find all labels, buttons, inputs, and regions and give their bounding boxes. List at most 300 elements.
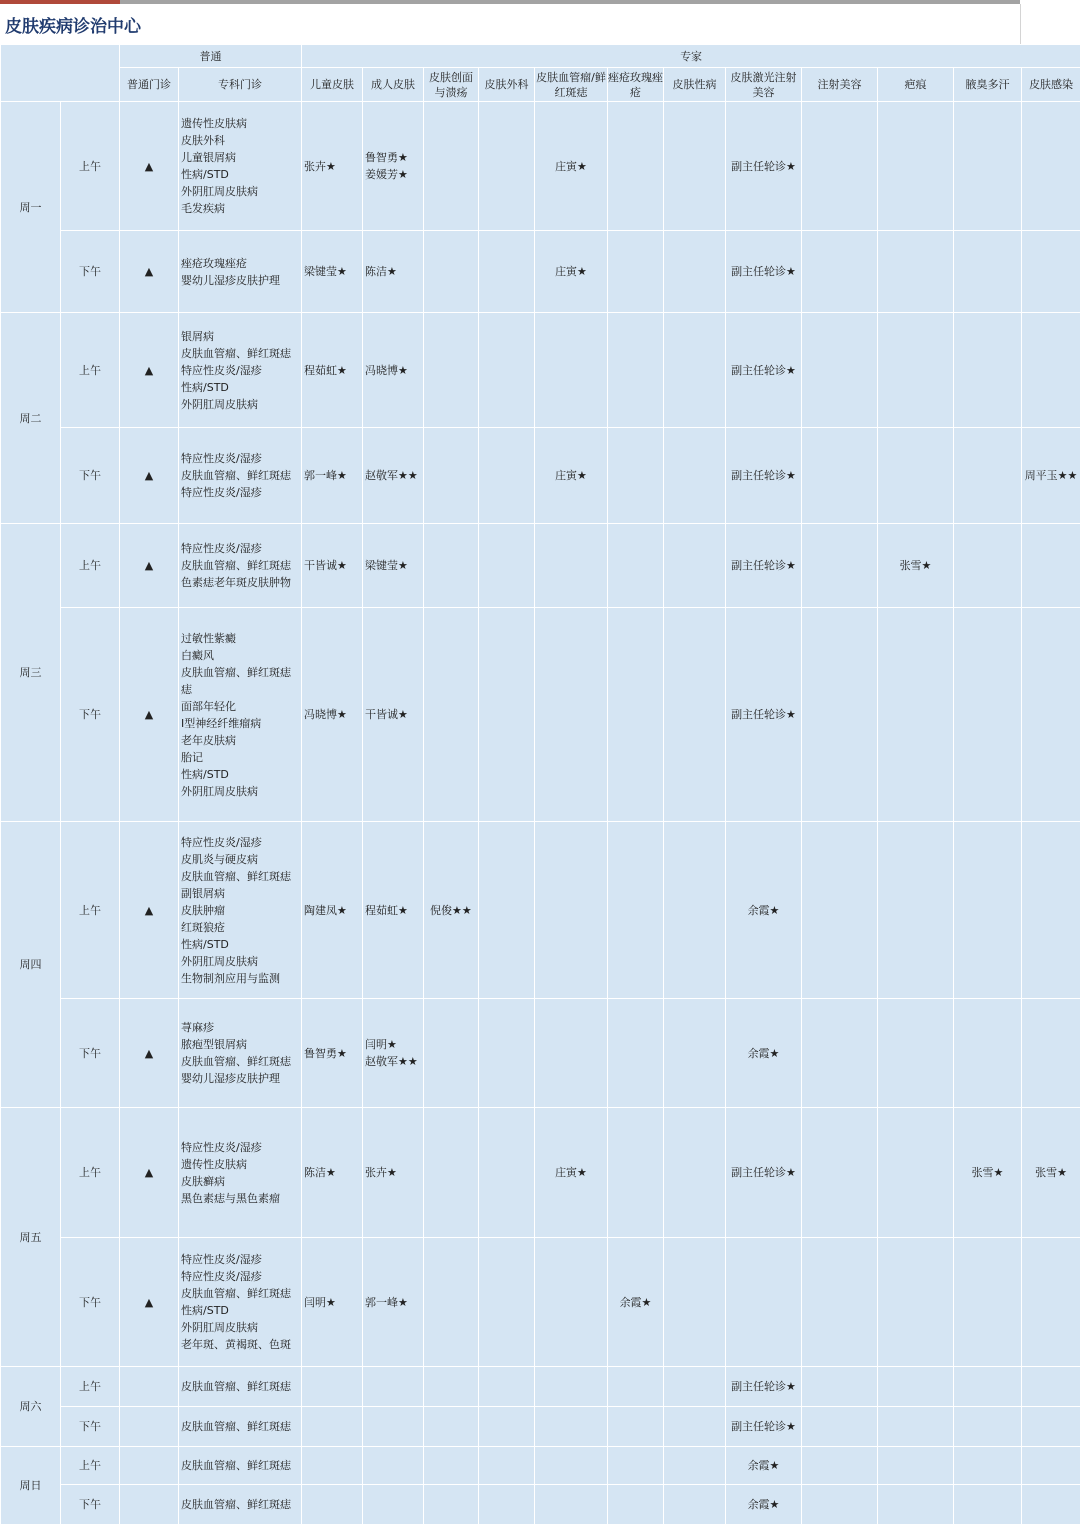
doctor-cell bbox=[1022, 1485, 1080, 1525]
doctor-cell: 余霞★ bbox=[726, 1447, 802, 1485]
doctor-cell bbox=[878, 1447, 954, 1485]
specialty-item: 特应性皮炎/湿疹 bbox=[181, 835, 262, 849]
doctor-cell bbox=[878, 102, 954, 231]
column-header: 儿童皮肤 bbox=[302, 68, 363, 102]
doctor-cell bbox=[608, 1485, 664, 1525]
doctor-cell bbox=[363, 102, 424, 231]
specialty-item: 皮肤血管瘤、鲜红斑痣 bbox=[181, 1380, 291, 1393]
specialty-item: 婴幼儿湿疹皮肤护理 bbox=[181, 1072, 280, 1085]
specialty-item: 特应性皮炎/湿疹 bbox=[181, 1253, 262, 1266]
column-header: 腋臭多汗 bbox=[954, 68, 1022, 102]
specialty-item: 过敏性紫癜 bbox=[181, 631, 236, 645]
specialty-item: 性病/STD bbox=[181, 380, 229, 394]
session-time: 上午 bbox=[61, 524, 120, 608]
doctor-cell bbox=[424, 313, 479, 428]
specialty-item: 红斑狼疮 bbox=[181, 920, 225, 934]
doctor-cell bbox=[424, 1367, 479, 1407]
doctor-cell bbox=[664, 1447, 726, 1485]
page-title: 皮肤疾病诊治中心 bbox=[5, 17, 141, 37]
day-label: 周三 bbox=[1, 524, 61, 822]
doctor-cell bbox=[302, 1367, 363, 1407]
doctor-cell bbox=[535, 1447, 608, 1485]
doctor-cell: 赵敬军★★ bbox=[363, 428, 424, 524]
day-label: 周五 bbox=[1, 1108, 61, 1367]
column-header: 疤痕 bbox=[878, 68, 954, 102]
session-time: 上午 bbox=[61, 1447, 120, 1485]
general-clinic-marker bbox=[120, 1447, 179, 1485]
doctor-cell: 余霞★ bbox=[726, 822, 802, 999]
specialty-item: 皮肤外科 bbox=[181, 134, 225, 147]
specialty-item: 老年斑、黄褐斑、色斑 bbox=[181, 1338, 291, 1351]
specialty-list bbox=[179, 1238, 302, 1367]
doctor-cell bbox=[479, 313, 535, 428]
specialty-item: 皮肤血管瘤、鲜红斑痣 bbox=[181, 1498, 291, 1511]
doctor-cell: 副主任轮诊★ bbox=[726, 428, 802, 524]
doctor-cell bbox=[878, 313, 954, 428]
doctor-cell bbox=[878, 231, 954, 313]
specialty-item: 性病/STD bbox=[181, 937, 229, 951]
doctor-cell bbox=[954, 1447, 1022, 1485]
clinic-schedule-table bbox=[0, 44, 1080, 1525]
doctor-cell bbox=[424, 524, 479, 608]
doctor-cell: 张雪★ bbox=[878, 524, 954, 608]
doctor-cell bbox=[535, 608, 608, 822]
session-time: 上午 bbox=[61, 313, 120, 428]
doctor-cell bbox=[878, 1238, 954, 1367]
specialty-list bbox=[179, 313, 302, 428]
doctor-cell bbox=[726, 1238, 802, 1367]
session-time: 上午 bbox=[61, 822, 120, 999]
specialty-item: 外阴肛周皮肤病 bbox=[181, 954, 258, 968]
doctor-cell bbox=[424, 428, 479, 524]
specialty-item: 色素痣老年斑皮肤肿物 bbox=[181, 576, 291, 589]
specialty-list bbox=[179, 822, 302, 999]
doctor-cell: 庄寅★ bbox=[535, 102, 608, 231]
doctor-cell bbox=[363, 1485, 424, 1525]
specialty-item: 皮肌炎与硬皮病 bbox=[181, 852, 258, 866]
specialty-item: 毛发疾病 bbox=[181, 202, 225, 215]
doctor-cell bbox=[802, 428, 878, 524]
general-clinic-marker: ▲ bbox=[120, 822, 179, 999]
schedule-row bbox=[1, 428, 1080, 524]
doctor-name: 赵敬军★★ bbox=[365, 1055, 418, 1068]
general-clinic-marker: ▲ bbox=[120, 313, 179, 428]
doctor-cell bbox=[479, 428, 535, 524]
general-clinic-marker bbox=[120, 1485, 179, 1525]
doctor-cell bbox=[1022, 313, 1080, 428]
general-clinic-marker: ▲ bbox=[120, 999, 179, 1108]
specialty-item: 遗传性皮肤病 bbox=[181, 117, 247, 130]
specialty-list bbox=[179, 999, 302, 1108]
doctor-cell: 陈洁★ bbox=[302, 1108, 363, 1238]
doctor-cell bbox=[302, 1447, 363, 1485]
doctor-name: 鲁智勇★ bbox=[365, 151, 408, 164]
doctor-cell bbox=[608, 313, 664, 428]
doctor-cell bbox=[535, 1407, 608, 1447]
doctor-cell bbox=[802, 524, 878, 608]
specialty-list bbox=[179, 1485, 302, 1525]
doctor-cell: 梁键莹★ bbox=[302, 231, 363, 313]
doctor-cell bbox=[302, 1407, 363, 1447]
general-clinic-marker: ▲ bbox=[120, 428, 179, 524]
doctor-cell bbox=[479, 524, 535, 608]
doctor-cell bbox=[608, 428, 664, 524]
specialty-item: 特应性皮炎/湿疹 bbox=[181, 363, 262, 377]
doctor-cell bbox=[878, 1485, 954, 1525]
session-time: 下午 bbox=[61, 1407, 120, 1447]
session-time: 下午 bbox=[61, 428, 120, 524]
doctor-cell bbox=[479, 1447, 535, 1485]
doctor-cell bbox=[1022, 1447, 1080, 1485]
doctor-cell: 倪俊★★ bbox=[424, 822, 479, 999]
schedule-row bbox=[1, 999, 1080, 1108]
doctor-cell bbox=[479, 822, 535, 999]
doctor-cell bbox=[479, 1108, 535, 1238]
doctor-cell: 陶建凤★ bbox=[302, 822, 363, 999]
doctor-cell: 余霞★ bbox=[726, 999, 802, 1108]
day-label: 周二 bbox=[1, 313, 61, 524]
doctor-cell bbox=[878, 1108, 954, 1238]
day-label: 周四 bbox=[1, 822, 61, 1108]
doctor-cell bbox=[608, 1407, 664, 1447]
doctor-cell: 梁键莹★ bbox=[363, 524, 424, 608]
doctor-cell bbox=[802, 1238, 878, 1367]
doctor-cell bbox=[479, 999, 535, 1108]
specialty-item: 皮肤血管瘤、鲜红斑痣 bbox=[181, 665, 291, 679]
specialty-item: 生物制剂应用与监测 bbox=[181, 971, 280, 985]
session-time: 上午 bbox=[61, 102, 120, 231]
general-clinic-marker bbox=[120, 1367, 179, 1407]
specialty-item: 黑色素痣与黑色素瘤 bbox=[181, 1191, 280, 1205]
doctor-cell bbox=[1022, 822, 1080, 999]
doctor-cell bbox=[954, 1238, 1022, 1367]
doctor-cell bbox=[664, 1108, 726, 1238]
column-header: 注射美容 bbox=[802, 68, 878, 102]
specialty-list bbox=[179, 231, 302, 313]
specialty-item: 皮肤癣病 bbox=[181, 1174, 225, 1188]
doctor-cell bbox=[424, 1407, 479, 1447]
doctor-cell bbox=[479, 1367, 535, 1407]
doctor-cell bbox=[479, 231, 535, 313]
doctor-cell bbox=[608, 999, 664, 1108]
doctor-cell bbox=[479, 102, 535, 231]
doctor-cell: 副主任轮诊★ bbox=[726, 524, 802, 608]
doctor-cell: 副主任轮诊★ bbox=[726, 1407, 802, 1447]
doctor-cell: 张雪★ bbox=[954, 1108, 1022, 1238]
doctor-cell bbox=[954, 102, 1022, 231]
specialty-item: I型神经纤维瘤病 bbox=[181, 716, 262, 730]
doctor-cell bbox=[664, 1407, 726, 1447]
general-clinic-marker bbox=[120, 1407, 179, 1447]
session-time: 下午 bbox=[61, 608, 120, 822]
doctor-cell: 副主任轮诊★ bbox=[726, 313, 802, 428]
schedule-row bbox=[1, 1367, 1080, 1407]
doctor-cell bbox=[424, 1108, 479, 1238]
specialty-item: 皮肤血管瘤、鲜红斑痣 bbox=[181, 469, 291, 482]
specialty-item: 皮肤血管瘤、鲜红斑痣 bbox=[181, 1055, 291, 1068]
specialty-item: 胎记 bbox=[181, 750, 203, 764]
doctor-cell bbox=[535, 524, 608, 608]
doctor-cell: 副主任轮诊★ bbox=[726, 1108, 802, 1238]
title-accent-bar bbox=[0, 0, 1020, 4]
header-group-general: 普通 bbox=[120, 45, 302, 68]
specialty-list bbox=[179, 1447, 302, 1485]
doctor-cell: 张卉★ bbox=[363, 1108, 424, 1238]
doctor-cell bbox=[954, 608, 1022, 822]
doctor-cell bbox=[535, 313, 608, 428]
doctor-cell bbox=[608, 1367, 664, 1407]
doctor-cell bbox=[878, 999, 954, 1108]
column-header: 皮肤激光注射美容 bbox=[726, 68, 802, 102]
doctor-cell bbox=[363, 1447, 424, 1485]
doctor-cell: 庄寅★ bbox=[535, 428, 608, 524]
column-header: 皮肤血管瘤/鲜红斑痣 bbox=[535, 68, 608, 102]
doctor-cell bbox=[802, 313, 878, 428]
specialty-list bbox=[179, 608, 302, 822]
doctor-cell bbox=[535, 822, 608, 999]
doctor-cell bbox=[802, 608, 878, 822]
doctor-cell bbox=[1022, 999, 1080, 1108]
doctor-cell: 程茹虹★ bbox=[363, 822, 424, 999]
doctor-cell bbox=[1022, 1407, 1080, 1447]
column-header: 成人皮肤 bbox=[363, 68, 424, 102]
doctor-cell bbox=[954, 822, 1022, 999]
schedule-row bbox=[1, 1485, 1080, 1525]
doctor-cell: 副主任轮诊★ bbox=[726, 1367, 802, 1407]
specialty-item: 痣 bbox=[181, 682, 192, 696]
doctor-cell bbox=[878, 1367, 954, 1407]
schedule-row bbox=[1, 313, 1080, 428]
specialty-item: 遗传性皮肤病 bbox=[181, 1157, 247, 1171]
doctor-cell bbox=[802, 1447, 878, 1485]
doctor-cell: 余霞★ bbox=[608, 1238, 664, 1367]
specialty-item: 脓疱型银屑病 bbox=[181, 1038, 247, 1051]
doctor-cell: 程茹虹★ bbox=[302, 313, 363, 428]
doctor-cell: 郭一峰★ bbox=[363, 1238, 424, 1367]
doctor-cell bbox=[802, 1485, 878, 1525]
doctor-cell bbox=[878, 822, 954, 999]
schedule-row bbox=[1, 822, 1080, 999]
doctor-cell bbox=[664, 313, 726, 428]
doctor-cell bbox=[878, 1407, 954, 1447]
doctor-cell bbox=[664, 1367, 726, 1407]
doctor-cell bbox=[535, 1367, 608, 1407]
doctor-cell: 副主任轮诊★ bbox=[726, 102, 802, 231]
specialty-list bbox=[179, 1407, 302, 1447]
doctor-cell bbox=[664, 102, 726, 231]
doctor-cell bbox=[664, 428, 726, 524]
doctor-cell bbox=[1022, 1238, 1080, 1367]
column-header: 专科门诊 bbox=[179, 68, 302, 102]
doctor-cell bbox=[424, 1485, 479, 1525]
doctor-cell bbox=[954, 1485, 1022, 1525]
specialty-list bbox=[179, 524, 302, 608]
schedule-row bbox=[1, 102, 1080, 231]
schedule-row bbox=[1, 1447, 1080, 1485]
specialty-item: 皮肤血管瘤、鲜红斑痣 bbox=[181, 346, 291, 360]
specialty-item: 外阴肛周皮肤病 bbox=[181, 1321, 258, 1334]
session-time: 上午 bbox=[61, 1108, 120, 1238]
doctor-cell bbox=[608, 524, 664, 608]
schedule-row bbox=[1, 231, 1080, 313]
doctor-cell bbox=[424, 1447, 479, 1485]
specialty-list bbox=[179, 1108, 302, 1238]
specialty-item: 皮肤血管瘤、鲜红斑痣 bbox=[181, 1287, 291, 1300]
doctor-cell: 庄寅★ bbox=[535, 231, 608, 313]
session-time: 下午 bbox=[61, 231, 120, 313]
doctor-cell bbox=[802, 1407, 878, 1447]
doctor-cell bbox=[608, 822, 664, 999]
doctor-cell bbox=[479, 1238, 535, 1367]
doctor-cell bbox=[424, 999, 479, 1108]
doctor-cell: 副主任轮诊★ bbox=[726, 231, 802, 313]
day-label: 周六 bbox=[1, 1367, 61, 1447]
doctor-cell bbox=[479, 608, 535, 822]
doctor-cell bbox=[664, 608, 726, 822]
column-header: 皮肤创面与溃疡 bbox=[424, 68, 479, 102]
general-clinic-marker: ▲ bbox=[120, 231, 179, 313]
specialty-list bbox=[179, 428, 302, 524]
doctor-cell bbox=[1022, 102, 1080, 231]
specialty-item: 老年皮肤病 bbox=[181, 733, 236, 747]
session-time: 下午 bbox=[61, 999, 120, 1108]
doctor-cell: 郭一峰★ bbox=[302, 428, 363, 524]
doctor-cell: 张卉★ bbox=[302, 102, 363, 231]
header-group-expert: 专家 bbox=[302, 45, 1080, 68]
doctor-cell bbox=[954, 524, 1022, 608]
specialty-item: 婴幼儿湿疹皮肤护理 bbox=[181, 273, 280, 287]
doctor-cell: 干皆诚★ bbox=[302, 524, 363, 608]
doctor-cell bbox=[802, 231, 878, 313]
doctor-cell: 庄寅★ bbox=[535, 1108, 608, 1238]
schedule-row bbox=[1, 524, 1080, 608]
day-label: 周日 bbox=[1, 1447, 61, 1525]
specialty-item: 儿童银屑病 bbox=[181, 151, 236, 164]
doctor-cell bbox=[424, 608, 479, 822]
doctor-cell bbox=[535, 1485, 608, 1525]
doctor-cell bbox=[954, 1367, 1022, 1407]
specialty-item: 银屑病 bbox=[181, 329, 214, 343]
specialty-item: 皮肤肿瘤 bbox=[181, 903, 225, 917]
session-time: 上午 bbox=[61, 1367, 120, 1407]
doctor-cell bbox=[608, 1108, 664, 1238]
doctor-cell bbox=[608, 608, 664, 822]
specialty-item: 副银屑病 bbox=[181, 886, 225, 900]
general-clinic-marker: ▲ bbox=[120, 1238, 179, 1367]
doctor-cell bbox=[878, 428, 954, 524]
column-header: 皮肤性病 bbox=[664, 68, 726, 102]
doctor-cell bbox=[664, 231, 726, 313]
doctor-cell bbox=[363, 999, 424, 1108]
column-header: 普通门诊 bbox=[120, 68, 179, 102]
specialty-item: 特应性皮炎/湿疹 bbox=[181, 452, 262, 465]
doctor-cell: 张雪★ bbox=[1022, 1108, 1080, 1238]
specialty-list bbox=[179, 1367, 302, 1407]
doctor-cell: 冯晓博★ bbox=[363, 313, 424, 428]
doctor-cell bbox=[479, 1485, 535, 1525]
doctor-cell bbox=[664, 999, 726, 1108]
specialty-item: 外阴肛周皮肤病 bbox=[181, 784, 258, 798]
doctor-cell bbox=[954, 313, 1022, 428]
specialty-item: 特应性皮炎/湿疹 bbox=[181, 542, 262, 555]
doctor-cell bbox=[479, 1407, 535, 1447]
doctor-cell bbox=[608, 102, 664, 231]
doctor-cell bbox=[424, 1238, 479, 1367]
schedule-row bbox=[1, 1108, 1080, 1238]
doctor-cell bbox=[1022, 608, 1080, 822]
general-clinic-marker: ▲ bbox=[120, 1108, 179, 1238]
doctor-cell bbox=[1022, 524, 1080, 608]
specialty-item: 外阴肛周皮肤病 bbox=[181, 397, 258, 411]
general-clinic-marker: ▲ bbox=[120, 524, 179, 608]
doctor-cell bbox=[608, 1447, 664, 1485]
doctor-cell bbox=[954, 1407, 1022, 1447]
doctor-cell: 周平玉★★ bbox=[1022, 428, 1080, 524]
specialty-item: 特应性皮炎/湿疹 bbox=[181, 1270, 262, 1283]
doctor-cell: 副主任轮诊★ bbox=[726, 608, 802, 822]
doctor-cell bbox=[802, 822, 878, 999]
doctor-cell bbox=[363, 1407, 424, 1447]
doctor-cell bbox=[954, 428, 1022, 524]
schedule-row bbox=[1, 1238, 1080, 1367]
doctor-cell bbox=[608, 231, 664, 313]
doctor-cell bbox=[664, 822, 726, 999]
doctor-cell bbox=[363, 1367, 424, 1407]
doctor-cell bbox=[302, 1485, 363, 1525]
schedule-row bbox=[1, 608, 1080, 822]
doctor-cell bbox=[954, 999, 1022, 1108]
general-clinic-marker: ▲ bbox=[120, 102, 179, 231]
general-clinic-marker: ▲ bbox=[120, 608, 179, 822]
doctor-cell bbox=[954, 231, 1022, 313]
specialty-item: 荨麻疹 bbox=[181, 1021, 214, 1034]
doctor-cell bbox=[535, 1238, 608, 1367]
column-header: 皮肤感染 bbox=[1022, 68, 1080, 102]
column-header: 皮肤外科 bbox=[479, 68, 535, 102]
doctor-cell bbox=[424, 102, 479, 231]
doctor-cell bbox=[1022, 1367, 1080, 1407]
day-label: 周一 bbox=[1, 102, 61, 313]
header-corner bbox=[1, 45, 120, 102]
doctor-cell bbox=[535, 999, 608, 1108]
specialty-item: 皮肤血管瘤、鲜红斑痣 bbox=[181, 869, 291, 883]
doctor-cell bbox=[664, 524, 726, 608]
doctor-cell: 冯晓博★ bbox=[302, 608, 363, 822]
doctor-cell: 鲁智勇★ bbox=[302, 999, 363, 1108]
doctor-cell bbox=[878, 608, 954, 822]
specialty-item: 性病/STD bbox=[181, 1304, 229, 1317]
schedule-row bbox=[1, 1407, 1080, 1447]
doctor-cell bbox=[664, 1238, 726, 1367]
session-time: 下午 bbox=[61, 1238, 120, 1367]
session-time: 下午 bbox=[61, 1485, 120, 1525]
doctor-cell: 闫明★ bbox=[302, 1238, 363, 1367]
specialty-item: 性病/STD bbox=[181, 168, 229, 181]
doctor-cell bbox=[802, 102, 878, 231]
specialty-item: 性病/STD bbox=[181, 767, 229, 781]
specialty-item: 面部年轻化 bbox=[181, 699, 236, 713]
specialty-item: 外阴肛周皮肤病 bbox=[181, 185, 258, 198]
doctor-cell: 余霞★ bbox=[726, 1485, 802, 1525]
specialty-item: 特应性皮炎/湿疹 bbox=[181, 1140, 262, 1154]
doctor-cell bbox=[1022, 231, 1080, 313]
specialty-item: 白癜风 bbox=[181, 648, 214, 662]
doctor-cell: 陈洁★ bbox=[363, 231, 424, 313]
doctor-cell bbox=[424, 231, 479, 313]
specialty-item: 皮肤血管瘤、鲜红斑痣 bbox=[181, 559, 291, 572]
doctor-cell bbox=[802, 1108, 878, 1238]
doctor-name: 闫明★ bbox=[365, 1038, 397, 1051]
